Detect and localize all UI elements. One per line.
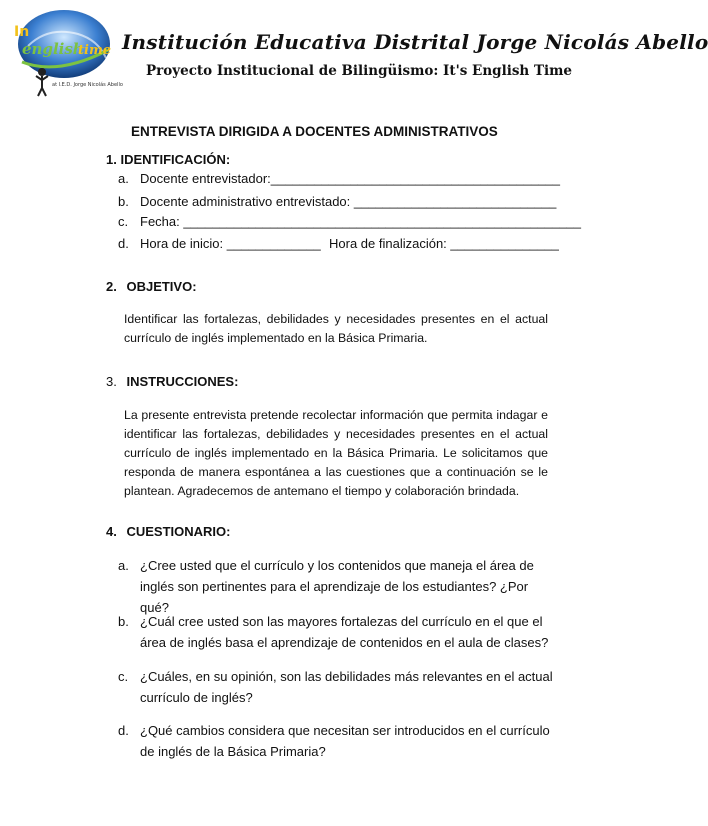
item-letter: a. [118, 171, 129, 186]
question-letter: c. [118, 669, 129, 684]
section-number: 4. [106, 524, 117, 539]
section-questionnaire-heading [106, 524, 230, 539]
id-field-start-time: Hora de inicio: _____________ [140, 236, 321, 251]
question-text: ¿Qué cambios considera que necesitan ser introducidos en el currículo de inglés de la Básica Primaria? [140, 723, 550, 759]
question-text: ¿Cuáles, en su opinión, son las debilidades más relevantes en el actual currículo de inglés? [140, 669, 553, 705]
institution-title: Institución Educativa Distrital Jorge Nicolás Abello [122, 30, 708, 54]
section-number: 3. [106, 374, 117, 389]
section-number: 2. [106, 279, 117, 294]
section-title: IDENTIFICACIÓN: [120, 152, 231, 167]
id-field-end-time: Hora de finalización: _______________ [329, 236, 559, 251]
section-objective-heading [106, 279, 197, 294]
id-field-interviewer: Docente entrevistador:________________________________________ [140, 171, 560, 186]
document-title: ENTREVISTA DIRIGIDA A DOCENTES ADMINISTRATIVOS [131, 124, 498, 139]
instructions-text: La presente entrevista pretende recolectar información que permita indagar e identificar las fortalezas, debilidades y necesidades presentes en el actual currículo de inglés implementado en la Básica Primaria. Le solicitamos que responda de manera espontánea a las cuestiones que a continuación se le plantean. Agradecemos de antemano el tiempo y colaboración brindada. [124, 408, 548, 498]
section-title: OBJETIVO: [126, 279, 197, 294]
objective-text: Identificar las fortalezas, debilidades y necesidades presentes en el actual currículo de inglés implementado en la Básica Primaria. [124, 312, 548, 345]
item-letter: b. [118, 194, 129, 209]
id-field-interviewee: Docente administrativo entrevistado: ____________________________ [140, 194, 557, 209]
question-letter: d. [118, 723, 129, 738]
id-field-date: Fecha: _______________________________________________________ [140, 214, 582, 229]
section-instructions-heading [106, 374, 238, 389]
logo-caption: at I.E.D. Jorge Nicolás Abello [52, 82, 123, 88]
item-letter: c. [118, 214, 129, 229]
question-text: ¿Cuál cree usted son las mayores fortalezas del currículo en el que el área de inglés basa el aprendizaje de contenidos en el aula de clases? [140, 614, 549, 650]
question-letter: a. [118, 558, 129, 573]
section-title: INSTRUCCIONES: [126, 374, 239, 389]
svg-text:In: In [14, 24, 30, 40]
section-title: CUESTIONARIO: [126, 524, 231, 539]
svg-text:time: time [78, 43, 111, 58]
section-identification-heading [106, 152, 230, 167]
svg-text:english: english [22, 40, 84, 58]
question-letter: b. [118, 614, 129, 629]
project-subtitle: Proyecto Institucional de Bilingüismo: It's English Time [146, 63, 572, 79]
item-letter: d. [118, 236, 129, 251]
institution-logo [8, 6, 123, 98]
question-text: ¿Cree usted que el currículo y los contenidos que maneja el área de inglés son pertinentes para el aprendizaje de los estudiantes? ¿Por qué? [140, 558, 534, 615]
section-number: 1. [106, 152, 117, 167]
